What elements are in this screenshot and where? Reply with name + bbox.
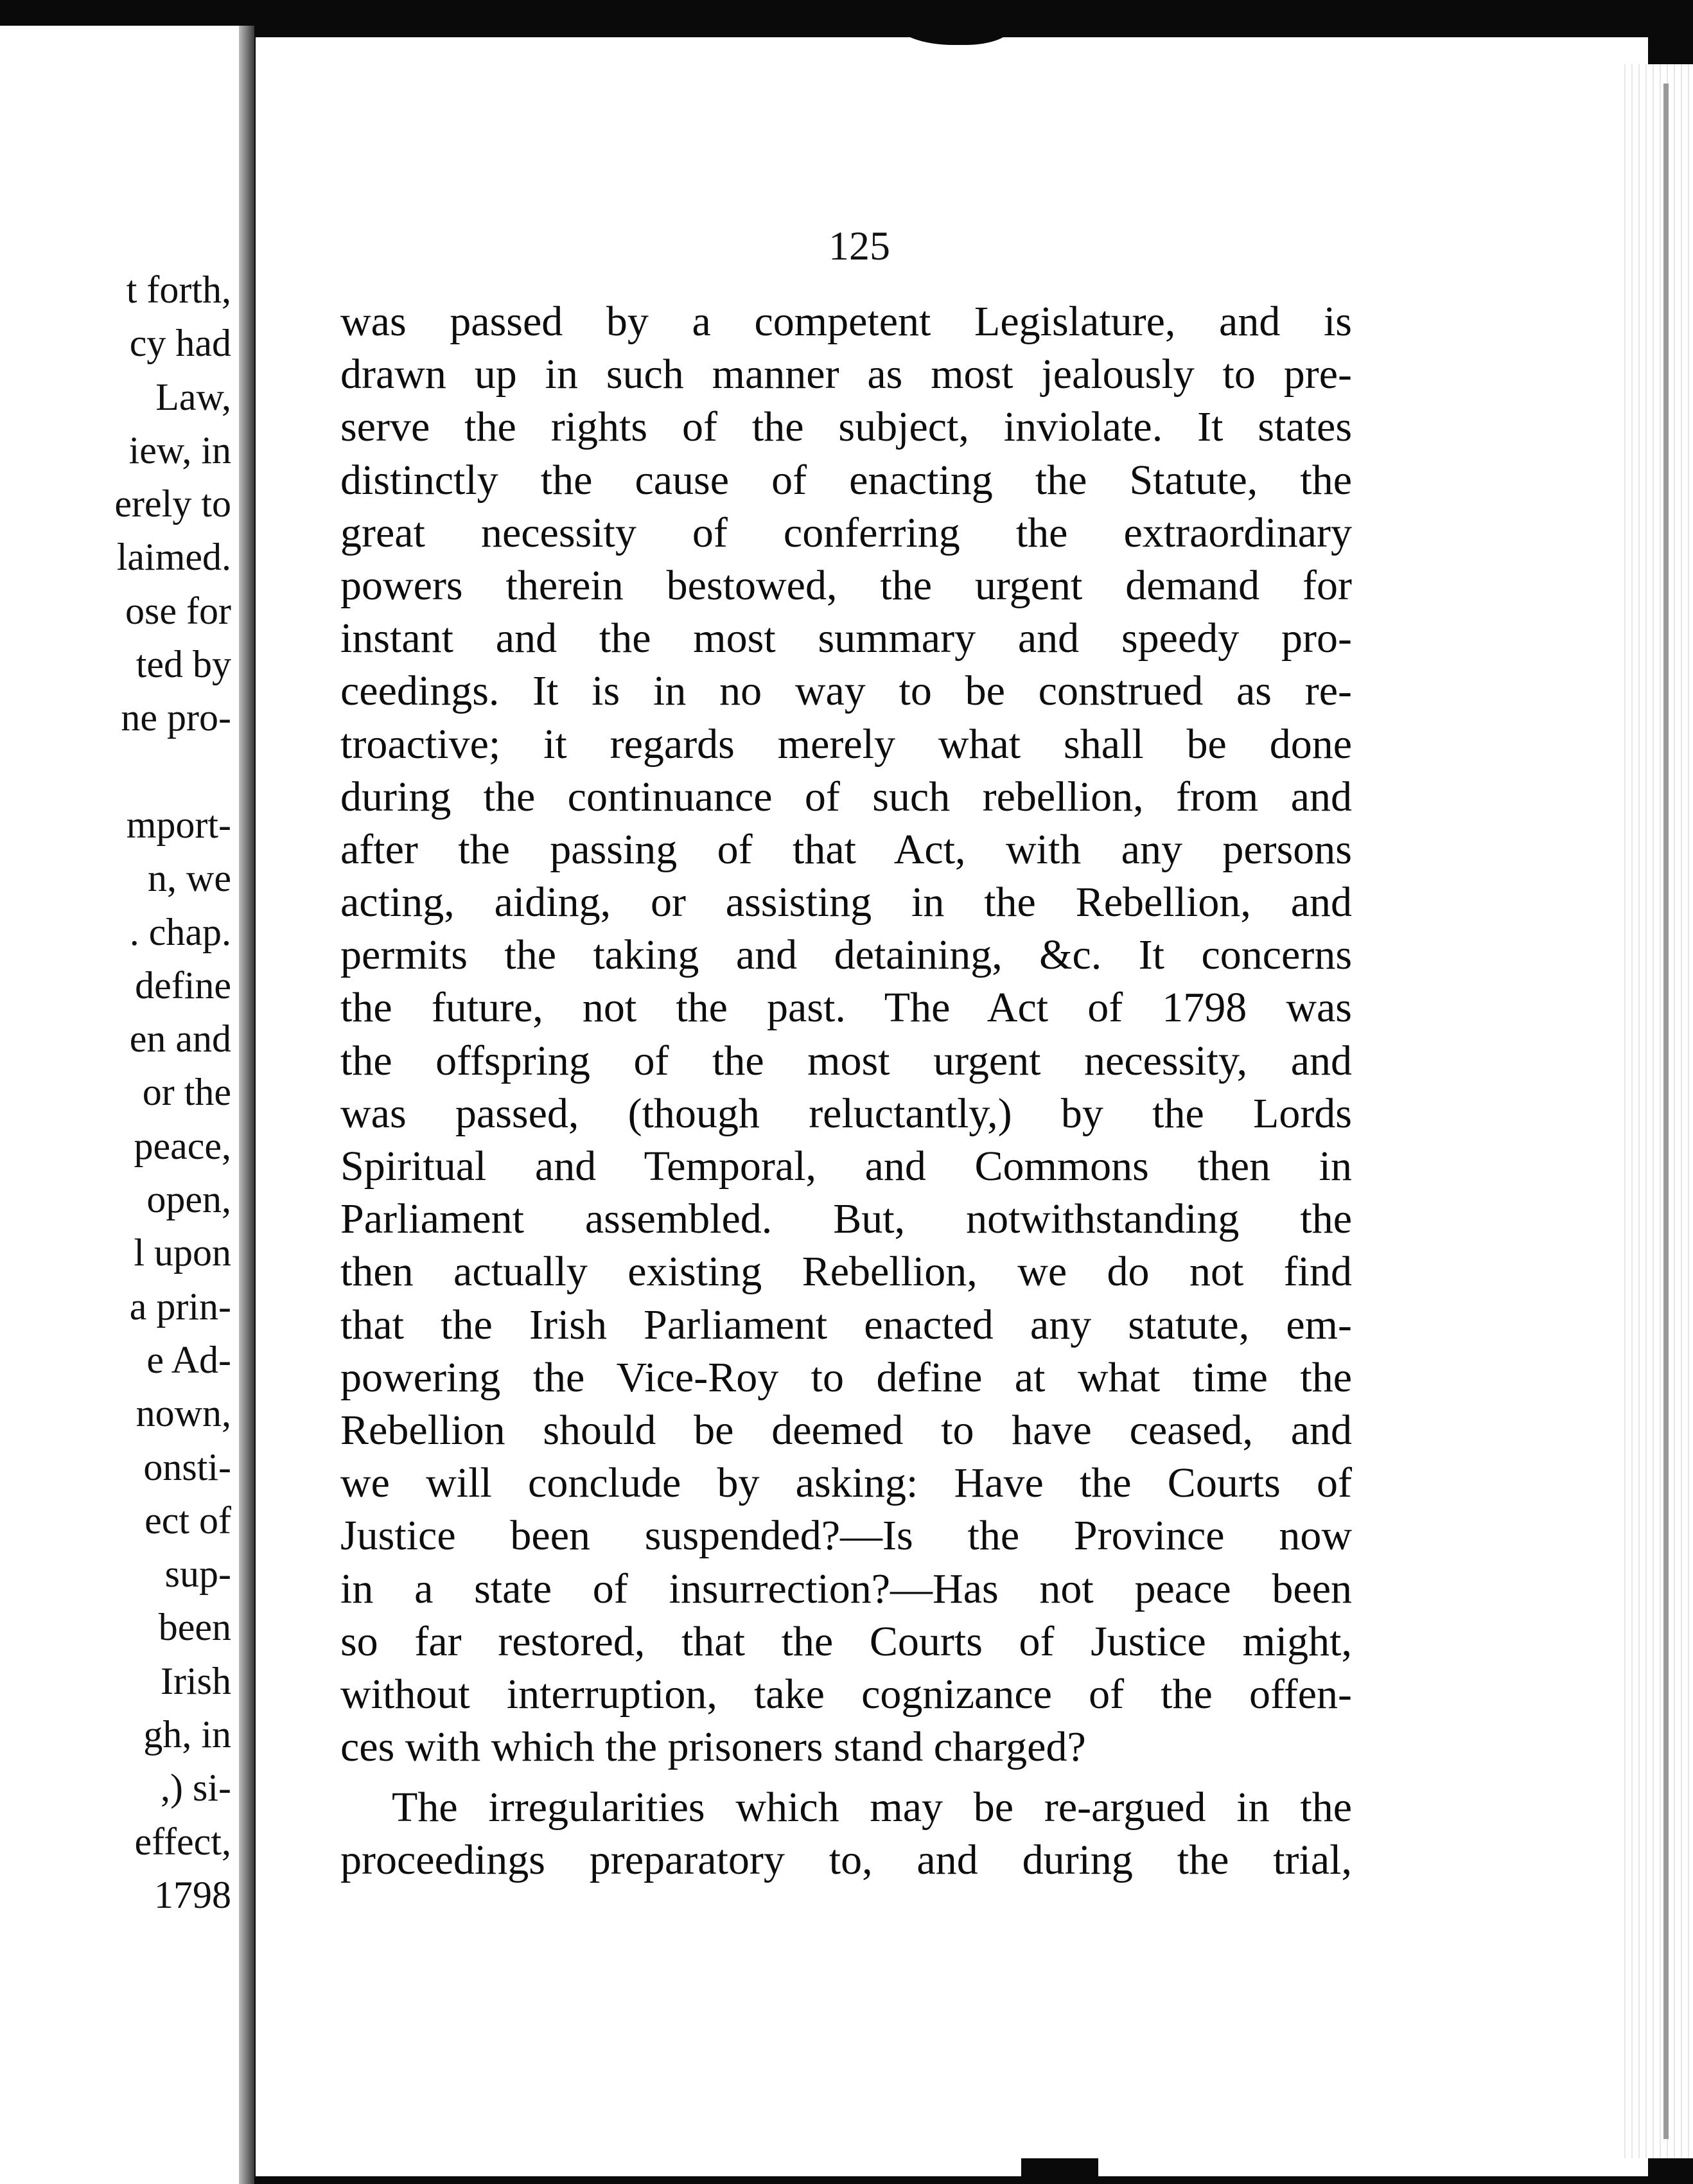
- left-page-line: Irish: [161, 1659, 231, 1702]
- text-line: troactive; it regards merely what shall be done: [340, 720, 1352, 768]
- left-page-line: been: [158, 1606, 231, 1649]
- paragraph-2: [340, 1781, 1352, 1887]
- left-page-line: sup-: [164, 1553, 231, 1596]
- left-page-line: onsti-: [143, 1445, 231, 1488]
- text-line: without interruption, take cognizance of the offen-: [340, 1670, 1352, 1718]
- text-line: proceedings preparatory to, and during the trial,: [340, 1836, 1352, 1884]
- torn-corner: [896, 0, 1012, 45]
- left-page-line: cy had: [129, 322, 231, 365]
- left-page-line: peace,: [134, 1124, 231, 1167]
- paragraph-1: [340, 295, 1352, 1774]
- left-page-line: nown,: [136, 1392, 231, 1435]
- text-line: the future, not the past. The Act of 1798 was: [340, 984, 1352, 1032]
- text-line: ceedings. It is in no way to be construed as re-: [340, 667, 1352, 715]
- left-page-line: Law,: [155, 375, 231, 418]
- left-page-line: [114, 745, 231, 798]
- left-page-line: 1798: [154, 1873, 231, 1916]
- left-page-line: l upon: [134, 1231, 231, 1274]
- left-page-line: ted by: [136, 643, 231, 686]
- text-line: great necessity of conferring the extraordinary: [340, 509, 1352, 556]
- text-line: serve the rights of the subject, inviolate. It states: [340, 403, 1352, 451]
- text-line: distinctly the cause of enacting the Statute, the: [340, 456, 1352, 504]
- text-line: after the passing of that Act, with any persons: [340, 825, 1352, 873]
- left-page-line: t forth,: [126, 269, 231, 311]
- left-page-line: n, we: [148, 857, 231, 900]
- body-text: [340, 295, 1352, 1887]
- text-line: Spiritual and Temporal, and Commons then in: [340, 1143, 1352, 1190]
- text-line: drawn up in such manner as most jealously to pre-: [340, 351, 1352, 398]
- left-page-line: effect,: [134, 1820, 231, 1863]
- text-line: in a state of insurrection?—Has not peace been: [340, 1565, 1352, 1612]
- text-line: The irregularities which may be re-argued in the: [392, 1784, 1352, 1831]
- left-page-text: [114, 263, 231, 1922]
- left-page-line: ,) si-: [161, 1766, 231, 1810]
- text-line: Parliament assembled. But, notwithstanding the: [340, 1195, 1352, 1243]
- left-facing-page: [0, 26, 243, 2184]
- page-number: 125: [829, 223, 890, 269]
- text-line: acting, aiding, or assisting in the Rebellion, and: [340, 879, 1352, 926]
- left-page-line: a prin-: [129, 1285, 231, 1328]
- text-line: powers therein bestowed, the urgent demand for: [340, 561, 1352, 609]
- left-page-line: . chap.: [129, 910, 231, 953]
- left-page-line: ne pro-: [121, 696, 231, 739]
- left-page-line: erely to: [114, 482, 231, 525]
- text-line: that the Irish Parliament enacted any statute, em-: [340, 1301, 1352, 1348]
- text-line: then actually existing Rebellion, we do not find: [340, 1248, 1352, 1296]
- text-line: Justice been suspended?—Is the Province now: [340, 1512, 1352, 1560]
- bottom-tear: [1021, 2158, 1098, 2184]
- book-gutter: [239, 26, 254, 2184]
- left-page-line: open,: [146, 1178, 231, 1221]
- left-page-line: en and: [129, 1017, 231, 1061]
- left-page-line: ose for: [125, 589, 231, 632]
- text-line: so far restored, that the Courts of Justice might,: [340, 1617, 1352, 1665]
- left-page-line: or the: [142, 1071, 231, 1114]
- text-line: instant and the most summary and speedy pro-: [340, 615, 1352, 662]
- text-line: the offspring of the most urgent necessity, and: [340, 1037, 1352, 1084]
- text-line: was passed by a competent Legislature, and is: [340, 298, 1352, 345]
- text-line: was passed, (though reluctantly,) by the Lords: [340, 1089, 1352, 1137]
- text-line: during the continuance of such rebellion, from and: [340, 773, 1352, 820]
- text-line: powering the Vice-Roy to define at what time the: [340, 1353, 1352, 1401]
- left-page-line: e Ad-: [146, 1338, 231, 1381]
- left-page-line: mport-: [126, 803, 231, 846]
- text-line: we will conclude by asking: Have the Courts of: [340, 1459, 1352, 1507]
- left-page-line: ect of: [145, 1499, 231, 1542]
- left-page-line: define: [135, 964, 231, 1007]
- page-edges: [1618, 64, 1693, 2158]
- text-line: permits the taking and detaining, &c. It concerns: [340, 931, 1352, 979]
- left-page-line: gh, in: [143, 1713, 231, 1756]
- left-page-line: iew, in: [128, 428, 231, 471]
- text-line: ces with which the prisoners stand charged?: [340, 1723, 1086, 1771]
- page-edge-shadow: [1663, 84, 1669, 2139]
- text-line: Rebellion should be deemed to have ceased, and: [340, 1406, 1352, 1454]
- left-page-line: laimed.: [116, 536, 231, 579]
